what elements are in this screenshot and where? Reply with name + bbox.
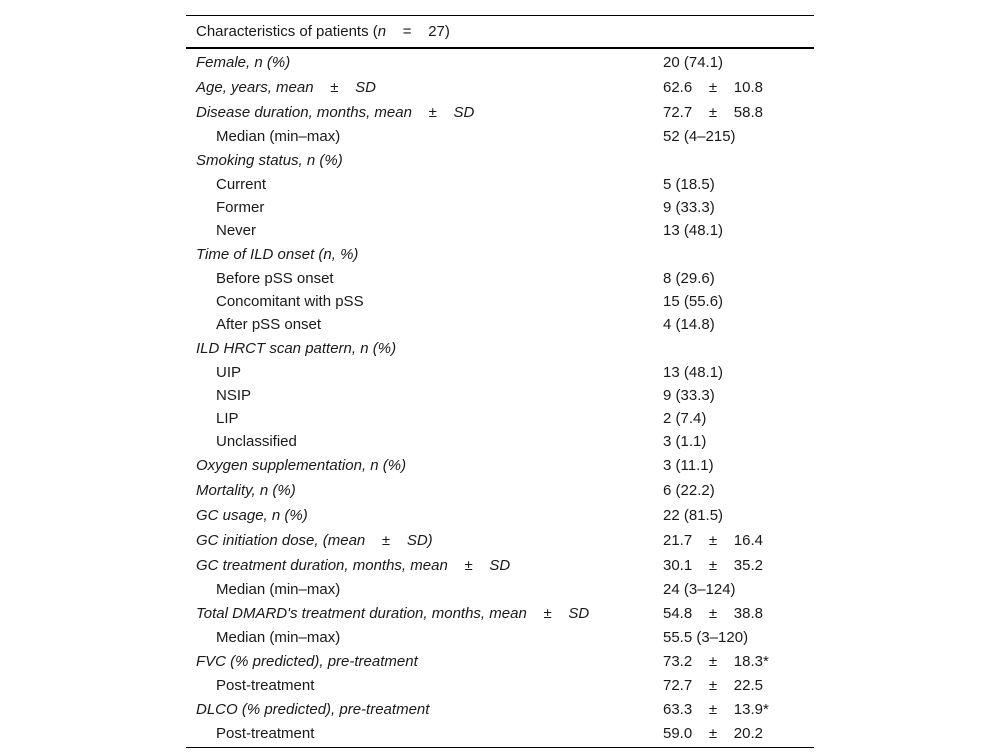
table-row: [186, 407, 814, 430]
row-value: 8 (29.6): [663, 270, 715, 287]
row-label: DLCO (% predicted), pre-treatment: [196, 701, 430, 718]
table-row: [186, 361, 814, 384]
row-value: 30.1 ± 35.2: [663, 557, 763, 574]
row-label: Mortality, n (%): [196, 482, 296, 499]
table-row: [186, 453, 814, 478]
table-row: [186, 173, 814, 196]
row-value: 54.8 ± 38.8: [663, 605, 763, 622]
row-label: Oxygen supplementation, n (%): [196, 457, 407, 474]
table-header: [186, 16, 814, 47]
header-suffix: = 27): [386, 23, 450, 40]
header-n: n: [377, 23, 387, 40]
row-label: Total DMARD's treatment duration, months, mean ± SD: [196, 605, 590, 622]
table-row: [186, 148, 814, 173]
row-label: Time of ILD onset (n, %): [196, 246, 359, 263]
row-label: Median (min–max): [216, 581, 341, 598]
table-row: [186, 50, 814, 75]
table-row: [186, 313, 814, 336]
table-row: [186, 697, 814, 722]
table-row: [186, 503, 814, 528]
bottom-rule: [186, 747, 814, 748]
table-row: [186, 674, 814, 697]
row-label: Median (min–max): [216, 128, 341, 145]
row-label: Former: [216, 199, 265, 216]
table-row: [186, 125, 814, 148]
table-row: [186, 626, 814, 649]
row-value: 3 (11.1): [663, 457, 714, 474]
row-label: Disease duration, months, mean ± SD: [196, 104, 475, 121]
table-row: [186, 649, 814, 674]
row-value: 4 (14.8): [663, 316, 715, 333]
row-value: 5 (18.5): [663, 176, 715, 193]
row-value: 6 (22.2): [663, 482, 715, 499]
row-value: 21.7 ± 16.4: [663, 532, 763, 549]
row-value: 2 (7.4): [663, 410, 707, 427]
row-label: FVC (% predicted), pre-treatment: [196, 653, 418, 670]
row-value: 13 (48.1): [663, 222, 724, 239]
row-value: 52 (4–215): [663, 128, 736, 145]
table-row: [186, 290, 814, 313]
table-row: [186, 196, 814, 219]
row-label: Never: [216, 222, 257, 239]
row-value: 59.0 ± 20.2: [663, 725, 763, 742]
table-row: [186, 578, 814, 601]
row-label: Before pSS onset: [216, 270, 334, 287]
row-label: Female, n (%): [196, 54, 291, 71]
row-value: 72.7 ± 58.8: [663, 104, 763, 121]
table-row: [186, 601, 814, 626]
characteristics-table: [186, 15, 814, 748]
row-label: NSIP: [216, 387, 252, 404]
table-row: [186, 528, 814, 553]
row-label: Unclassified: [216, 433, 297, 450]
table-row: [186, 100, 814, 125]
row-label: GC usage, n (%): [196, 507, 308, 524]
row-label: After pSS onset: [216, 316, 322, 333]
row-label: Median (min–max): [216, 629, 341, 646]
row-value: 55.5 (3–120): [663, 629, 749, 646]
row-value: 9 (33.3): [663, 387, 715, 404]
row-label: LIP: [216, 410, 239, 427]
row-value: 62.6 ± 10.8: [663, 79, 763, 96]
row-value: 22 (81.5): [663, 507, 724, 524]
row-label: GC treatment duration, months, mean ± SD: [196, 557, 511, 574]
row-value: 20 (74.1): [663, 54, 724, 71]
row-label: Post-treatment: [216, 725, 315, 742]
row-value: 13 (48.1): [663, 364, 724, 381]
table-row: [186, 430, 814, 453]
table-row: [186, 478, 814, 503]
table-row: [186, 384, 814, 407]
row-label: GC initiation dose, (mean ± SD): [196, 532, 433, 549]
row-label: Post-treatment: [216, 677, 315, 694]
table-row: [186, 75, 814, 100]
table-row: [186, 242, 814, 267]
row-value: 24 (3–124): [663, 581, 736, 598]
row-value: 9 (33.3): [663, 199, 715, 216]
row-label: Smoking status, n (%): [196, 152, 343, 169]
row-value: 72.7 ± 22.5: [663, 677, 763, 694]
row-label: Current: [216, 176, 267, 193]
table-row: [186, 553, 814, 578]
row-label: ILD HRCT scan pattern, n (%): [196, 340, 397, 357]
row-label: Age, years, mean ± SD: [196, 79, 376, 96]
row-label: UIP: [216, 364, 242, 381]
row-label: Concomitant with pSS: [216, 293, 364, 310]
table-row: [186, 722, 814, 745]
table-row: [186, 267, 814, 290]
header-prefix: Characteristics of patients (: [196, 23, 378, 40]
row-value: 15 (55.6): [663, 293, 724, 310]
table-body: [186, 49, 814, 747]
table-row: [186, 219, 814, 242]
table-row: [186, 336, 814, 361]
row-value: 73.2 ± 18.3*: [663, 653, 769, 670]
row-value: 63.3 ± 13.9*: [663, 701, 769, 718]
row-value: 3 (1.1): [663, 433, 707, 450]
